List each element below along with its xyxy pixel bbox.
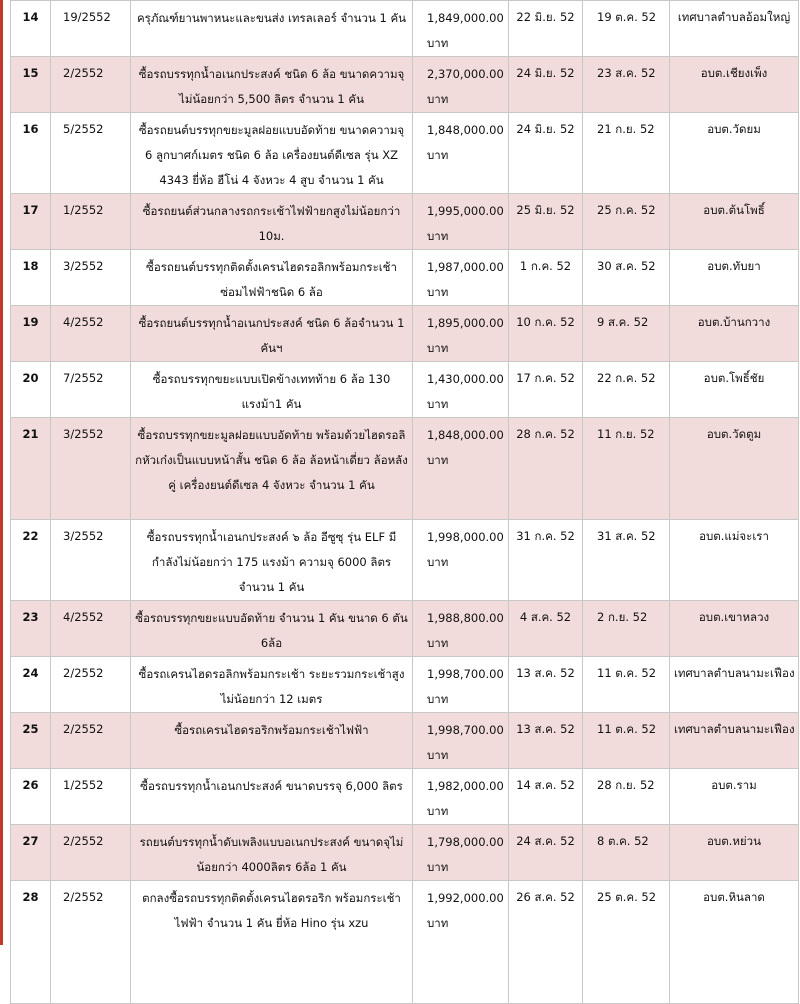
amount-unit: บาท — [427, 397, 449, 411]
amount-unit: บาท — [427, 453, 449, 467]
organization: อบต.โพธิ์ชัย — [670, 362, 799, 418]
amount-cell — [413, 194, 509, 250]
contract-date: 14 ส.ค. 52 — [509, 769, 583, 825]
row-number: 20 — [11, 362, 51, 418]
document-number: 2/2552 — [51, 657, 131, 713]
row-number: 14 — [11, 1, 51, 57]
contract-date: 25 มิ.ย. 52 — [509, 194, 583, 250]
delivery-date: 19 ต.ค. 52 — [583, 1, 670, 57]
item-description: ซื้อรถบรรทุกขยะมูลฝอยแบบอัดท้าย พร้อมด้วยไฮดรอลิกหัวเก๋งเป็นแบบหน้าสั้น ชนิด 6 ล้อ ล้อหน้าเดี่ยว ล้อหลังคู่ เครื่องยนต์ดีเซล 4 จังหวะ จำนวน 1 คัน — [131, 418, 413, 520]
amount-cell — [413, 306, 509, 362]
amount-unit: บาท — [427, 555, 449, 569]
amount-cell — [413, 57, 509, 113]
table-row — [11, 362, 799, 418]
amount-value: 1,848,000.00 — [427, 123, 504, 137]
contract-date: 10 ก.ค. 52 — [509, 306, 583, 362]
table-row — [11, 418, 799, 520]
contract-date: 31 ก.ค. 52 — [509, 520, 583, 601]
table-row — [11, 113, 799, 194]
amount-unit: บาท — [427, 804, 449, 818]
amount-cell — [413, 825, 509, 881]
amount-cell — [413, 769, 509, 825]
table-row — [11, 520, 799, 601]
document-number: 3/2552 — [51, 520, 131, 601]
row-number: 21 — [11, 418, 51, 520]
amount-value: 1,895,000.00 — [427, 316, 504, 330]
amount-unit: บาท — [427, 36, 449, 50]
row-number: 24 — [11, 657, 51, 713]
document-number: 3/2552 — [51, 250, 131, 306]
delivery-date: 25 ก.ค. 52 — [583, 194, 670, 250]
organization: เทศบาลตำบลนามะเฟือง — [670, 713, 799, 769]
delivery-date: 23 ส.ค. 52 — [583, 57, 670, 113]
amount-unit: บาท — [427, 92, 449, 106]
amount-unit: บาท — [427, 916, 449, 930]
item-description: ตกลงซื้อรถบรรทุกติดตั้งเครนไฮดรอริก พร้อมกระเช้าไฟฟ้า จำนวน 1 คัน ยี่ห้อ Hino รุ่น xzu — [131, 881, 413, 1004]
amount-value: 1,849,000.00 — [427, 11, 504, 25]
document-number: 1/2552 — [51, 194, 131, 250]
amount-unit: บาท — [427, 229, 449, 243]
organization: อบต.บ้านกวาง — [670, 306, 799, 362]
table-row — [11, 250, 799, 306]
left-margin-line — [0, 0, 3, 945]
organization: อบต.ทับยา — [670, 250, 799, 306]
organization: อบต.วัดตูม — [670, 418, 799, 520]
amount-value: 1,992,000.00 — [427, 891, 504, 905]
document-number: 3/2552 — [51, 418, 131, 520]
document-number: 2/2552 — [51, 713, 131, 769]
organization: อบต.แม่จะเรา — [670, 520, 799, 601]
item-description: ซื้อรถเครนไฮดรอลิกพร้อมกระเช้า ระยะรวมกระเช้าสูงไม่น้อยกว่า 12 เมตร — [131, 657, 413, 713]
amount-value: 2,370,000.00 — [427, 67, 504, 81]
row-number: 23 — [11, 601, 51, 657]
organization: อบต.ต้นโพธิ์ — [670, 194, 799, 250]
contract-date: 1 ก.ค. 52 — [509, 250, 583, 306]
table-row — [11, 306, 799, 362]
delivery-date: 28 ก.ย. 52 — [583, 769, 670, 825]
contract-date: 13 ส.ค. 52 — [509, 657, 583, 713]
item-description: ซื้อรถยนต์บรรทุกน้ำอเนกประสงค์ ชนิด 6 ล้อจำนวน 1 คันฯ — [131, 306, 413, 362]
document-number: 2/2552 — [51, 825, 131, 881]
organization: อบต.เชียงเพ็ง — [670, 57, 799, 113]
contract-date: 22 มิ.ย. 52 — [509, 1, 583, 57]
delivery-date: 31 ส.ค. 52 — [583, 520, 670, 601]
amount-value: 1,987,000.00 — [427, 260, 504, 274]
item-description: ซื้อรถยนต์บรรทุกติดตั้งเครนไฮดรอลิกพร้อมกระเช้าซ่อมไฟฟ้าชนิด 6 ล้อ — [131, 250, 413, 306]
document-number: 1/2552 — [51, 769, 131, 825]
contract-date: 17 ก.ค. 52 — [509, 362, 583, 418]
item-description: ซื้อรถบรรทุกขยะแบบอัดท้าย จำนวน 1 คัน ขนาด 6 ตัน 6ล้อ — [131, 601, 413, 657]
amount-cell — [413, 520, 509, 601]
amount-cell — [413, 113, 509, 194]
amount-cell — [413, 881, 509, 1004]
document-number: 7/2552 — [51, 362, 131, 418]
row-number: 19 — [11, 306, 51, 362]
item-description: ซื้อรถยนต์ส่วนกลางรถกระเช้าไฟฟ้ายกสูงไม่น้อยกว่า 10ม. — [131, 194, 413, 250]
document-number: 2/2552 — [51, 57, 131, 113]
item-description: ครุภัณฑ์ยานพาหนะและขนส่ง เทรลเลอร์ จำนวน 1 คัน — [131, 1, 413, 57]
amount-value: 1,430,000.00 — [427, 372, 504, 386]
row-number: 28 — [11, 881, 51, 1004]
amount-cell — [413, 601, 509, 657]
contract-date: 28 ก.ค. 52 — [509, 418, 583, 520]
organization: อบต.วัดยม — [670, 113, 799, 194]
amount-value: 1,982,000.00 — [427, 779, 504, 793]
table-row — [11, 881, 799, 1004]
table-row — [11, 194, 799, 250]
item-description: รถยนต์บรรทุกน้ำดับเพลิงแบบอเนกประสงค์ ขนาดจุไม่น้อยกว่า 4000ลิตร 6ล้อ 1 คัน — [131, 825, 413, 881]
amount-cell — [413, 250, 509, 306]
amount-unit: บาท — [427, 860, 449, 874]
amount-value: 1,995,000.00 — [427, 204, 504, 218]
organization: เทศบาลตำบลอ้อมใหญ่ — [670, 1, 799, 57]
item-description: ซื้อรถบรรทุกน้ำเอนกประสงค์ ๖ ล้อ อีซูซุ รุ่น ELF มีกำลังไม่น้อยกว่า 175 แรงม้า ความจุ 6000 ลิตร จำนวน 1 คัน — [131, 520, 413, 601]
amount-cell — [413, 1, 509, 57]
contract-date: 24 มิ.ย. 52 — [509, 113, 583, 194]
table-row — [11, 601, 799, 657]
contract-date: 24 ส.ค. 52 — [509, 825, 583, 881]
document-number: 4/2552 — [51, 601, 131, 657]
document-number: 2/2552 — [51, 881, 131, 1004]
item-description: ซื้อรถบรรทุกน้ำเอนกประสงค์ ขนาดบรรจุ 6,000 ลิตร — [131, 769, 413, 825]
amount-value: 1,998,700.00 — [427, 667, 504, 681]
procurement-table — [10, 0, 799, 1004]
delivery-date: 21 ก.ย. 52 — [583, 113, 670, 194]
amount-cell — [413, 362, 509, 418]
table-row — [11, 57, 799, 113]
item-description: ซื้อรถบรรทุกขยะแบบเปิดข้างเททท้าย 6 ล้อ 130 แรงม้า1 คัน — [131, 362, 413, 418]
contract-date: 26 ส.ค. 52 — [509, 881, 583, 1004]
delivery-date: 30 ส.ค. 52 — [583, 250, 670, 306]
table-row — [11, 657, 799, 713]
table-row — [11, 713, 799, 769]
amount-unit: บาท — [427, 341, 449, 355]
delivery-date: 25 ต.ค. 52 — [583, 881, 670, 1004]
document-number: 5/2552 — [51, 113, 131, 194]
contract-date: 4 ส.ค. 52 — [509, 601, 583, 657]
item-description: ซื้อรถบรรทุกน้ำอเนกประสงค์ ชนิด 6 ล้อ ขนาดความจุไม่น้อยกว่า 5,500 ลิตร จำนวน 1 คัน — [131, 57, 413, 113]
delivery-date: 2 ก.ย. 52 — [583, 601, 670, 657]
document-number: 19/2552 — [51, 1, 131, 57]
row-number: 17 — [11, 194, 51, 250]
delivery-date: 11 ต.ค. 52 — [583, 713, 670, 769]
organization: อบต.หินลาด — [670, 881, 799, 1004]
amount-unit: บาท — [427, 148, 449, 162]
row-number: 16 — [11, 113, 51, 194]
table-row — [11, 1, 799, 57]
procurement-table-container — [10, 0, 800, 1004]
row-number: 22 — [11, 520, 51, 601]
table-row — [11, 769, 799, 825]
organization: อบต.ราม — [670, 769, 799, 825]
amount-cell — [413, 657, 509, 713]
item-description: ซื้อรถยนต์บรรทุกขยะมูลฝอยแบบอัดท้าย ขนาดความจุ 6 ลูกบาศก์เมตร ชนิด 6 ล้อ เครื่องยนต์ดีเซล รุ่น XZ 4343 ยี่ห้อ ฮีโน่ 4 จังหวะ 4 สูบ จำนวน 1 คัน — [131, 113, 413, 194]
organization: อบต.เขาหลวง — [670, 601, 799, 657]
row-number: 25 — [11, 713, 51, 769]
amount-value: 1,998,700.00 — [427, 723, 504, 737]
table-body — [11, 1, 799, 1004]
amount-unit: บาท — [427, 636, 449, 650]
item-description: ซื้อรถเครนไฮดรอริกพร้อมกระเช้าไฟฟ้า — [131, 713, 413, 769]
amount-value: 1,848,000.00 — [427, 428, 504, 442]
table-row — [11, 825, 799, 881]
contract-date: 24 มิ.ย. 52 — [509, 57, 583, 113]
contract-date: 13 ส.ค. 52 — [509, 713, 583, 769]
delivery-date: 11 ต.ค. 52 — [583, 657, 670, 713]
document-number: 4/2552 — [51, 306, 131, 362]
row-number: 27 — [11, 825, 51, 881]
delivery-date: 9 ส.ค. 52 — [583, 306, 670, 362]
organization: อบต.หย่วน — [670, 825, 799, 881]
amount-cell — [413, 418, 509, 520]
organization: เทศบาลตำบลนามะเฟือง — [670, 657, 799, 713]
amount-value: 1,798,000.00 — [427, 835, 504, 849]
amount-value: 1,998,000.00 — [427, 530, 504, 544]
amount-unit: บาท — [427, 748, 449, 762]
delivery-date: 22 ก.ค. 52 — [583, 362, 670, 418]
amount-unit: บาท — [427, 285, 449, 299]
row-number: 26 — [11, 769, 51, 825]
amount-unit: บาท — [427, 692, 449, 706]
delivery-date: 11 ก.ย. 52 — [583, 418, 670, 520]
row-number: 15 — [11, 57, 51, 113]
row-number: 18 — [11, 250, 51, 306]
delivery-date: 8 ต.ค. 52 — [583, 825, 670, 881]
amount-value: 1,988,800.00 — [427, 611, 504, 625]
amount-cell — [413, 713, 509, 769]
